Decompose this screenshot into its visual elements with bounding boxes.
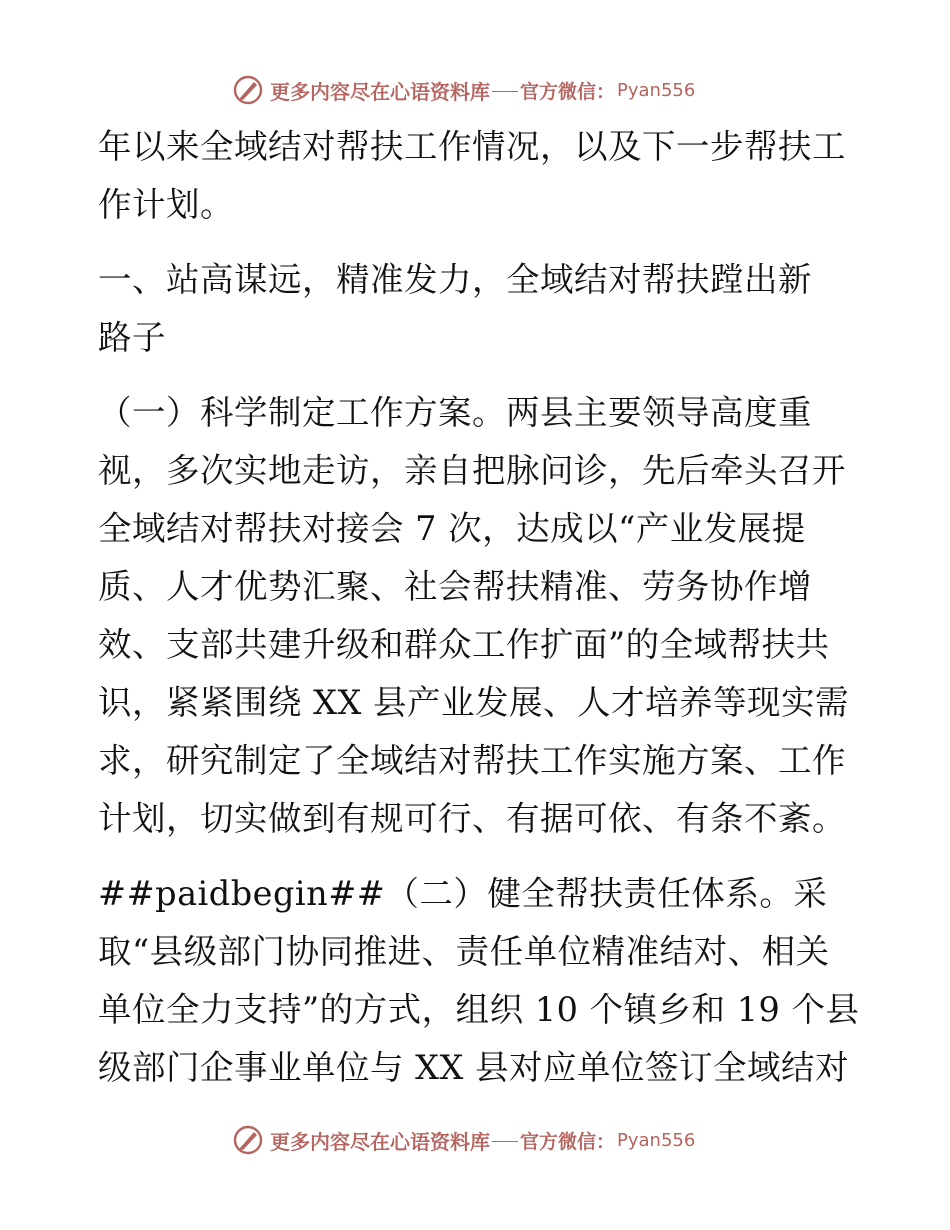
quill-logo-icon [232,1124,264,1156]
header-watermark [232,73,695,107]
paragraph-line: 识，紧紧围绕 XX 县产业发展、人才培养等现实需 [98,683,849,722]
watermark-site-text: 更多内容尽在心语资料库 [270,79,490,104]
paragraph-line: 级部门企事业单位与 XX 县对应单位签订全域结对 [98,1048,849,1087]
footer-watermark [232,1123,695,1157]
section-heading-line: 路子 [98,318,166,357]
paragraph-line: 单位全力支持”的方式，组织 10 个镇乡和 19 个县 [98,990,860,1029]
paragraph-line: 计划，切实做到有规可行、有据可依、有条不紊。 [98,799,846,838]
watermark-wechat-id: Pyan556 [617,1129,696,1151]
paragraph-line: 全域结对帮扶对接会 7 次，达成以“产业发展提 [98,509,806,548]
document-body [98,118,858,1097]
watermark-dash [492,91,518,92]
watermark-dash [492,1141,518,1142]
paragraph-line: 作计划。 [98,185,234,224]
watermark-wechat-id: Pyan556 [617,79,696,101]
paragraph-line: ##paidbegin##（二）健全帮扶责任体系。采 [98,874,828,913]
paragraph-line: 视，多次实地走访，亲自把脉问诊，先后牵头召开 [98,451,846,490]
paragraph-line: 质、人才优势汇聚、社会帮扶精准、劳务协作增 [98,567,812,606]
paragraph-line: 年以来全域结对帮扶工作情况，以及下一步帮扶工 [98,127,846,166]
watermark-wechat-label: 官方微信： [520,1130,616,1153]
paragraph-line: 求，研究制定了全域结对帮扶工作实施方案、工作 [98,741,846,780]
paragraph-line: 取“县级部门协同推进、责任单位精准结对、相关 [98,932,830,971]
section-heading-line: 一、站高谋远，精准发力，全域结对帮扶蹚出新 [98,260,812,299]
paragraph-line: 效、支部共建升级和群众工作扩面”的全域帮扶共 [98,625,830,664]
watermark-wechat-label: 官方微信： [520,80,616,103]
quill-logo-icon [232,74,264,106]
watermark-site-text: 更多内容尽在心语资料库 [270,1129,490,1154]
paragraph-line: （一）科学制定工作方案。两县主要领导高度重 [98,393,812,432]
